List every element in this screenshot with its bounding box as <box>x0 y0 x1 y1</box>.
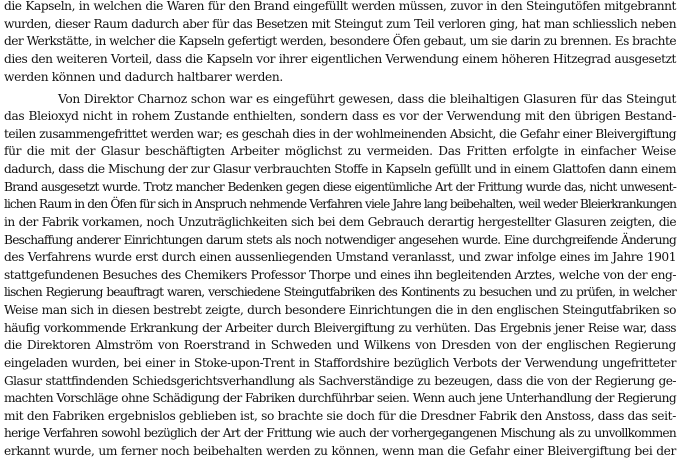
text-line: eingeladen wurden, bei einer in Stoke-upon-Trent in Staffordshire bezüglich Verbots der Verwendung ungefritteter <box>4 355 676 370</box>
text-line: für die mit der Glasur beschäftigten Arbeiter möglichst zu vermeiden. Das Fritten erfolgte in einfacher Weise <box>4 144 676 159</box>
text-line: machten Vorschläge ohne Schädigung der Fabriken durchführbar seien. Wenn auch jene Unterhandlung der Regierung <box>4 391 676 406</box>
text-line: lichen Raum in den Öfen für sich in Anspruch nehmende Verfahren viele Jahre lang beibehalten, weil weder Bleierkrankungen <box>4 197 676 212</box>
text-line: herige Verfahren sowohl bezüglich der Art der Frittung wie auch der vorhergegangenen Mischung als zu unvollkommen <box>4 426 676 441</box>
text-line: erkannt wurde, um ferner noch beibehalten werden zu können, wenn man die Gefahr einer Bleivergiftung bei der <box>4 444 676 458</box>
text-line: der Werkstätte, in welcher die Kapseln gefertigt werden, besondere Öfen gebaut, um sie darin zu brennen. Es brachte <box>4 34 676 49</box>
text-line: Beschaffung anderer Einrichtungen darum stets als noch notwendiger angesehen wurde. Eine durchgreifende Änderung <box>4 232 676 247</box>
text-line: werden können und dadurch haltbarer werden. <box>4 69 283 84</box>
text-line: Brand ausgesetzt wurde. Trotz mancher Bedenken gegen diese eigentümliche Art der Frittung wurde das, nicht unwesent- <box>4 179 676 194</box>
text-line: das Bleioxyd nicht in rohem Zustande enthielten, sondern dass es vor der Verwendung mit den übrigen Bestand- <box>4 109 676 124</box>
text-line: lischen Regierung beauftragt waren, verschiedene Steingutfabriken des Kontinents zu besuchen und zu prüfen, in welcher <box>4 285 676 300</box>
text-line: stattgefundenen Besuches des Chemikers Professor Thorpe und eines ihn begleitenden Arztes, welche von der eng- <box>4 267 676 282</box>
text-line: Weise man sich in diesen bestrebt zeigte, durch besondere Einrichtungen die in den englischen Steingutfabriken so <box>4 303 676 317</box>
text-line: dies den weiteren Vorteil, dass die Kapseln vor ihrer eigentlichen Verwendung einem höheren Hitzegrad ausgesetzt <box>4 51 676 66</box>
text-line: die Direktoren Almström von Roerstrand in Schweden und Wilkens von Dresden von der englischen Regierung <box>4 338 676 353</box>
text-line: häufig vorkommende Erkrankung der Arbeiter durch Bleivergiftung zu verhüten. Das Ergebnis jener Reise war, dass <box>4 320 676 335</box>
text-line: die Kapseln, in welchen die Waren für den Brand eingefüllt werden müssen, zuvor in den Steingutöfen mitgebrannt <box>4 0 676 13</box>
text-line: des Verfahrens wurde erst durch einen aussenliegenden Umstand veranlasst, und zwar infolge eines im Jahre 1901 <box>4 250 676 265</box>
text-line: Glasur stattfindenden Schiedsgerichtsverhandlung als Sachverständige zu bezeugen, dass die von der Regierung ge- <box>4 373 676 388</box>
text-line: wurden, dieser Raum dadurch aber für das Besetzen mit Steingut zum Teil verloren ging, hat man schliesslich neben <box>4 16 676 31</box>
text-line: in der Fabrik vorkamen, noch Unzuträglichkeiten sich bei dem Gebrauch derartig hergestellter Glasuren zeigten, die <box>4 214 676 229</box>
text-line: dadurch, dass die Mischung der zur Glasur verbrauchten Stoffe in Kapseln gefüllt und in einem Glattofen dann einem <box>4 162 676 176</box>
text-line: Von Direktor Charnoz schon war es eingeführt gewesen, dass die bleihaltigen Glasuren für das Steingut <box>58 91 676 106</box>
text-line: mit den Fabriken ergebnislos geblieben ist, so brachte sie doch für die Dresdner Fabrik den Anstoss, dass das seit- <box>4 408 676 423</box>
text-line: teilen zusammengefrittet werden war; es geschah dies in der wohlmeinenden Absicht, die Gefahr einer Bleivergiftung <box>4 126 676 141</box>
